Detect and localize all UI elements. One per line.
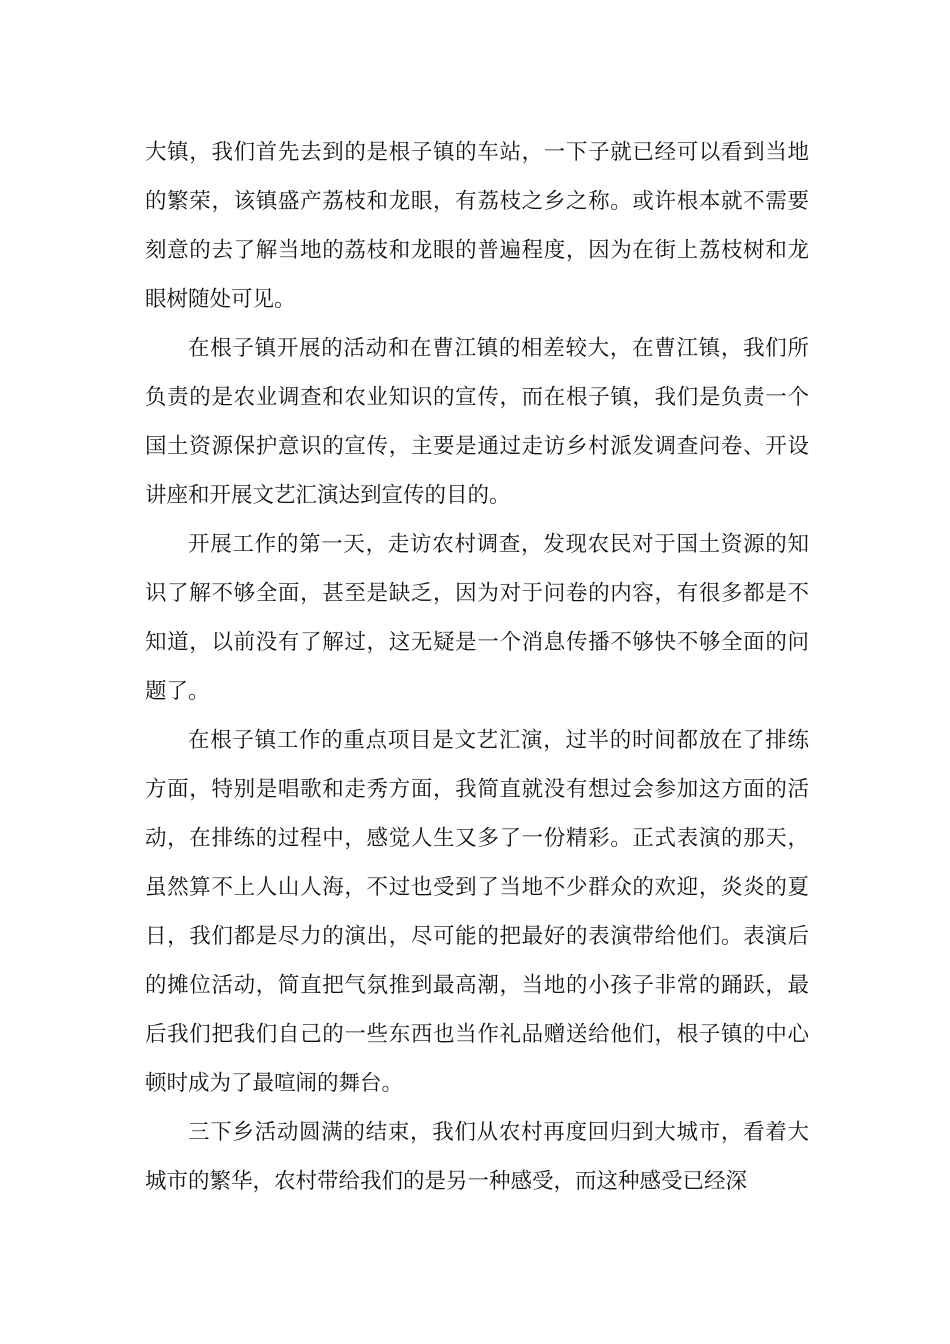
paragraph-continued: 大镇，我们首先去到的是根子镇的车站，一下子就已经可以看到当地的繁荣，该镇盛产荔枝和龙眼，有荔枝之乡之称。或许根本就不需要刻意的去了解当地的荔枝和龙眼的普遍程度，因为在街上荔枝树和龙眼树随处可见。	[145, 140, 809, 312]
paragraph: 在根子镇工作的重点项目是文艺汇演，过半的时间都放在了排练方面，特别是唱歌和走秀方面，我简直就没有想过会参加这方面的活动，在排练的过程中，感觉人生又多了一份精彩。正式表演的那天，虽然算不上人山人海，不过也受到了当地不少群众的欢迎，炎炎的夏日，我们都是尽力的演出，尽可能的把最好的表演带给他们。表演后的摊位活动，简直把气氛推到最高潮，当地的小孩子非常的踊跃，最后我们把我们自己的一些东西也当作礼品赠送给他们，根子镇的中心顿时成为了最喧闹的舞台。	[145, 728, 809, 1096]
document-body	[145, 128, 809, 1206]
paragraph: 三下乡活动圆满的结束，我们从农村再度回归到大城市，看着大城市的繁华，农村带给我们的是另一种感受，而这种感受已经深	[145, 1120, 809, 1194]
paragraph: 在根子镇开展的活动和在曹江镇的相差较大，在曹江镇，我们所负责的是农业调查和农业知识的宣传，而在根子镇，我们是负责一个国土资源保护意识的宣传，主要是通过走访乡村派发调查问卷、开设讲座和开展文艺汇演达到宣传的目的。	[145, 336, 809, 508]
paragraph: 开展工作的第一天，走访农村调查，发现农民对于国土资源的知识了解不够全面，甚至是缺乏，因为对于问卷的内容，有很多都是不知道，以前没有了解过，这无疑是一个消息传播不够快不够全面的问题了。	[145, 532, 809, 704]
